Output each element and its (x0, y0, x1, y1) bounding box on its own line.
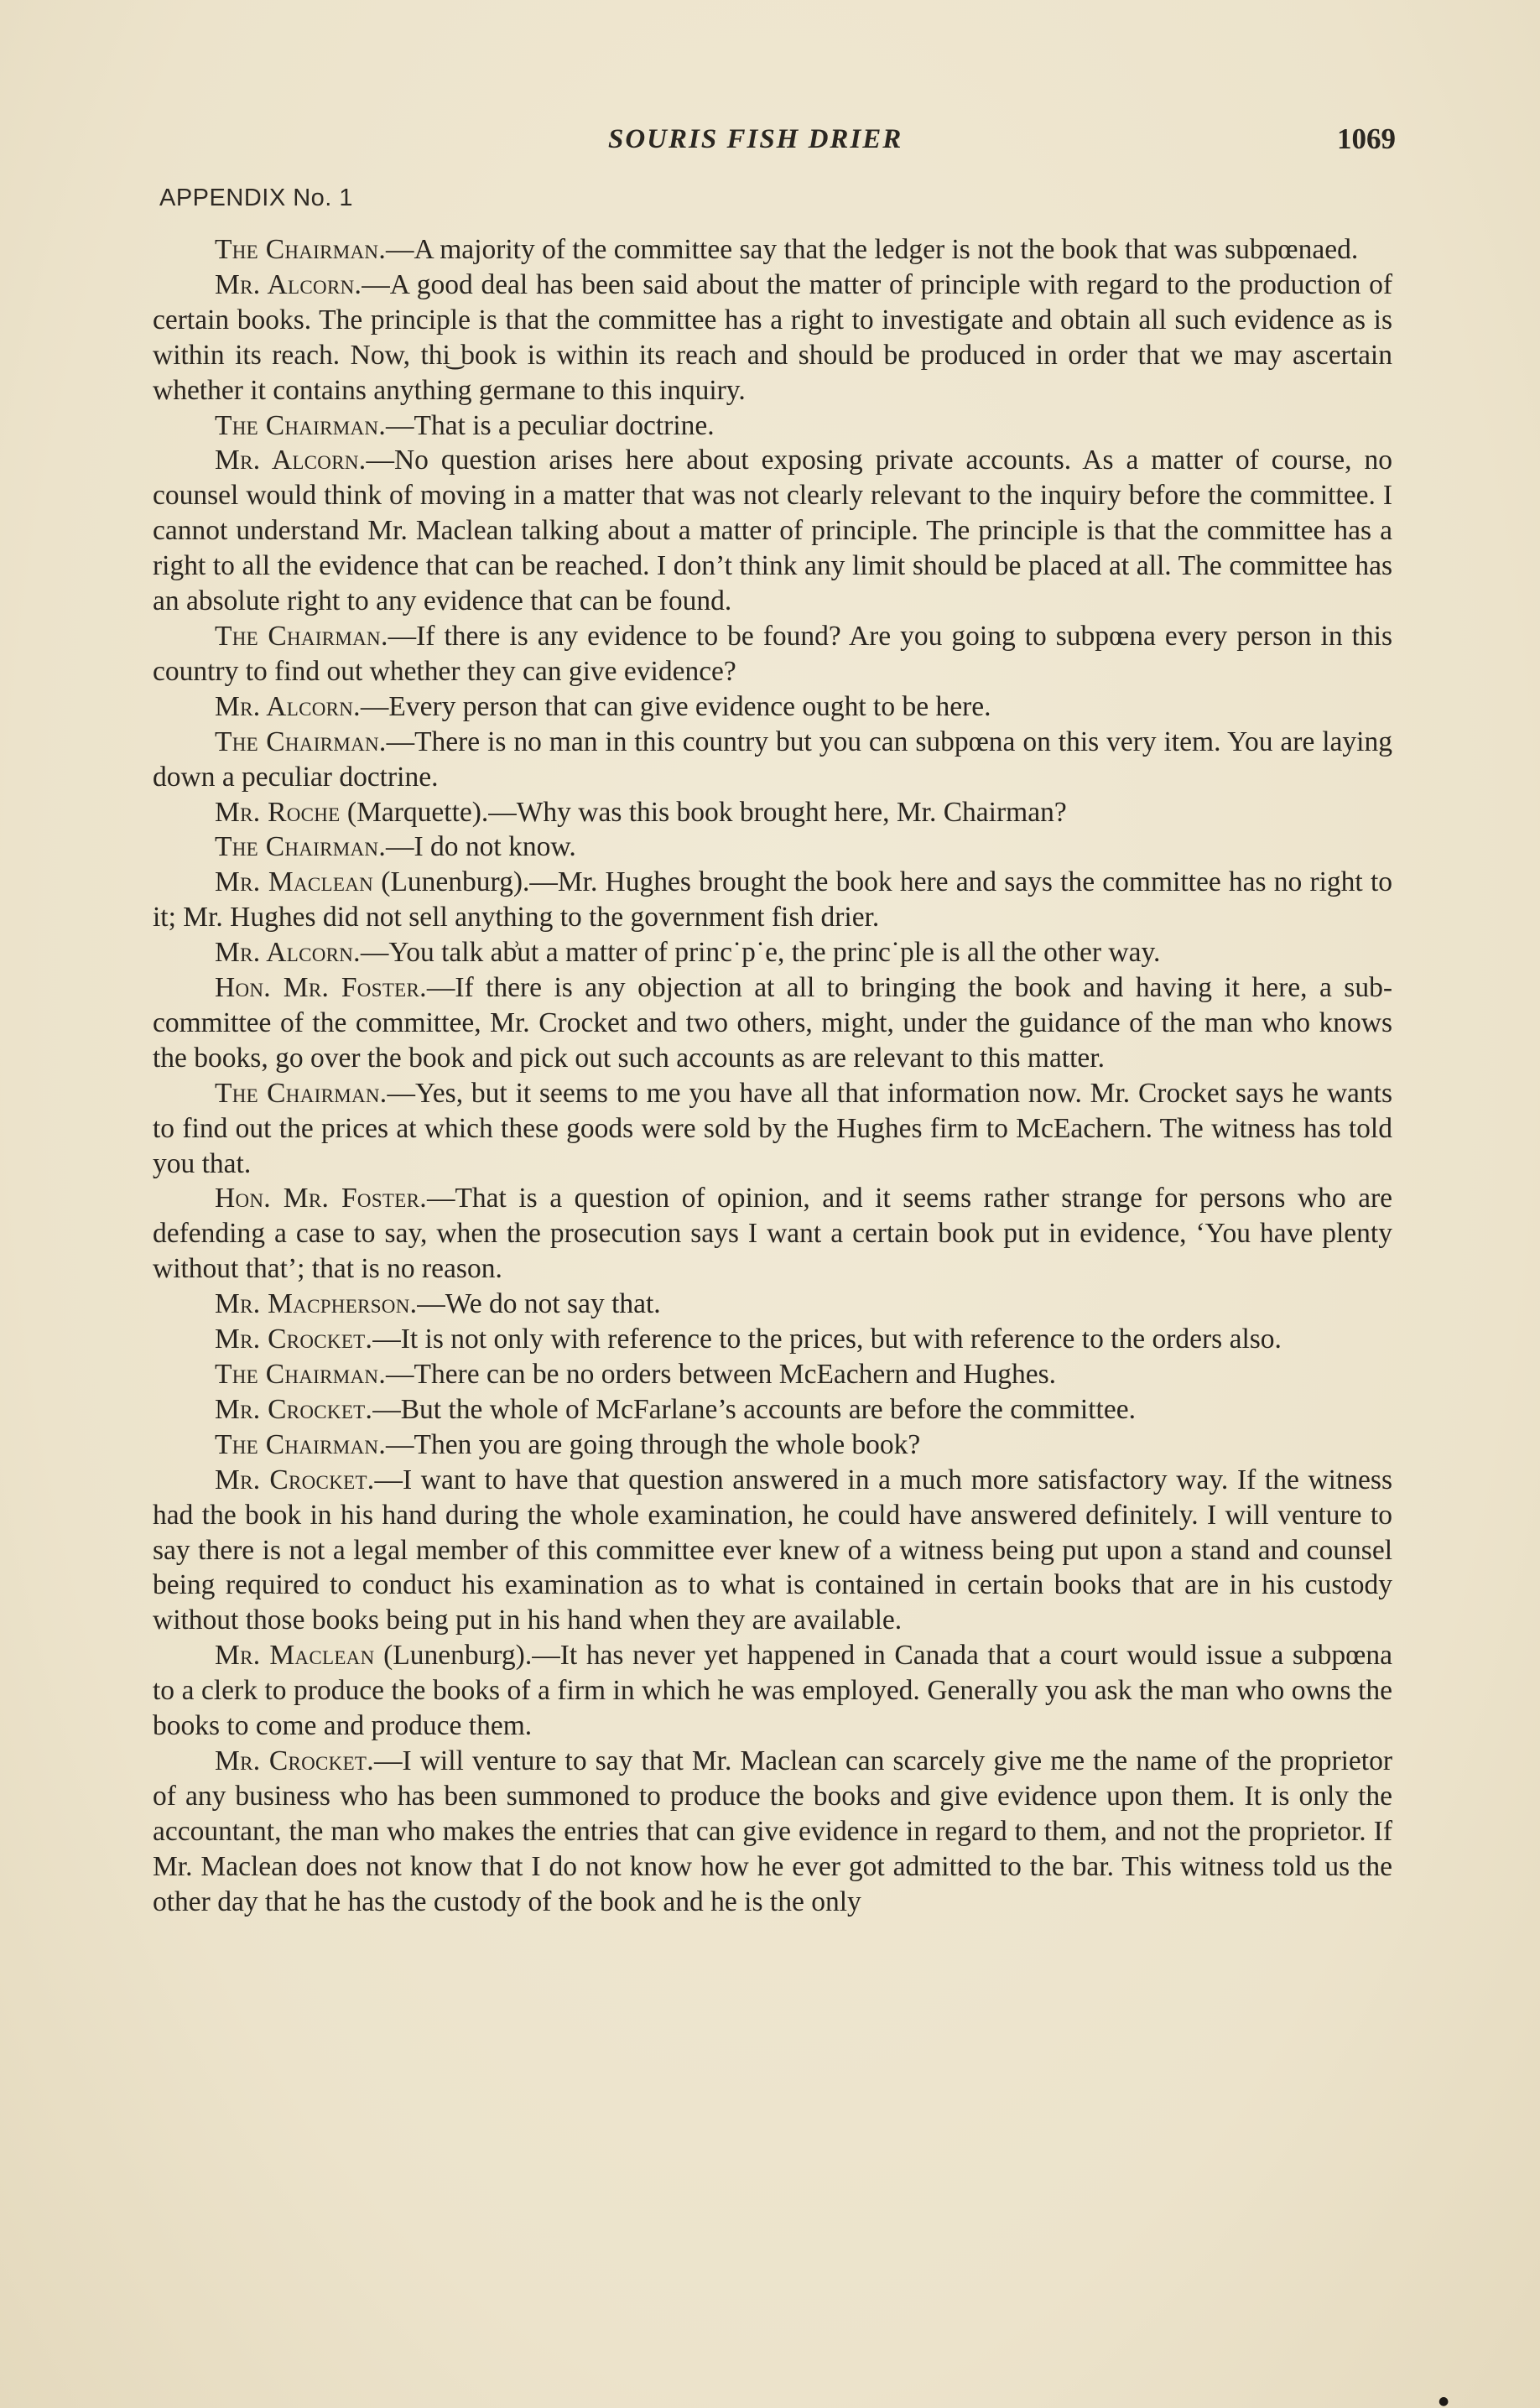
paragraph-20 (153, 1463, 1392, 1639)
paragraph-6 (153, 689, 1392, 725)
paragraph-1 (153, 232, 1392, 268)
speech-text: —That is a peculiar doctrine. (386, 409, 715, 441)
paragraph-18 (153, 1392, 1392, 1428)
speaker-name: The Chairman. (215, 1428, 387, 1460)
speaker-name: The Chairman. (215, 726, 387, 757)
speech-text: (Lunenburg).—It has never yet happened in Canada that a court would issue a subpœna to a clerk to produce the books of a firm in which he was employed. Generally you ask the man who owns the books to come and produce them. (153, 1640, 1392, 1742)
paragraph-15 (153, 1287, 1392, 1322)
speaker-name: Mr. Maclean (215, 1640, 375, 1672)
speaker-name: The Chairman. (215, 831, 387, 863)
paragraph-16 (153, 1322, 1392, 1357)
appendix-label: APPENDIX No. 1 (159, 185, 354, 211)
paragraph-14 (153, 1181, 1392, 1287)
speaker-name: Mr. Alcorn. (215, 937, 361, 969)
paragraph-13 (153, 1076, 1392, 1182)
speech-text: —If there is any objection at all to bringing the book and having it here, a sub-committee of the committee, Mr. Crocket and two others, might, under the guidance of the man who knows the books, go over the book and pick out such accounts as are relevant to this matter. (153, 972, 1392, 1074)
speech-text: —It is not only with reference to the prices, but with reference to the orders also. (372, 1324, 1282, 1355)
speech-text: —We do not say that. (417, 1288, 661, 1320)
paragraph-2 (153, 268, 1392, 408)
speaker-name: Mr. Crocket. (215, 1324, 373, 1355)
speaker-name: Mr. Maclean (215, 866, 374, 898)
speaker-name: Mr. Crocket. (215, 1393, 373, 1425)
speech-text: —Every person that can give evidence ought to be here. (360, 690, 991, 722)
speech-text: —But the whole of McFarlane’s accounts are before the committee. (372, 1393, 1136, 1425)
speech-text: (Lunenburg).—Mr. Hughes brought the book here and says the committee has no right to it; Mr. Hughes did not sell anything to the government fish drier. (153, 866, 1393, 934)
speech-text: —Then you are going through the whole book? (386, 1428, 921, 1460)
paragraph-8 (153, 795, 1392, 830)
speech-text: (Marquette).—Why was this book brought here, Mr. Chairman? (340, 796, 1067, 828)
paragraph-9 (153, 830, 1392, 865)
speech-text: —A good deal has been said about the matter of principle with regard to the production of certain books. The principle is that the committee has a right to investigate and obtain all such evidence as is within its reach. Now, thi͜ book is within its reach and should be produced in order that we may ascertain whether it contains anything germane to this inquiry. (153, 268, 1392, 406)
speaker-name: Mr. Macpherson. (215, 1288, 418, 1320)
speaker-name: The Chairman. (215, 234, 387, 265)
paragraph-17 (153, 1357, 1392, 1392)
speaker-name: Mr. Crocket. (215, 1464, 375, 1495)
speech-text: —I want to have that question answered in a much more satisfactory way. If the witness had the book in his hand during the whole examination, he could have answered definitely. I will venture to say there is not a legal member of this committee ever knew of a witness being put upon a stand and counsel being required to conduct his examination as to what is contained in certain books that are in his custody without those books being put in his hand when they are available. (153, 1464, 1392, 1636)
paragraph-5 (153, 619, 1392, 689)
speaker-name: Hon. Mr. Foster. (215, 1183, 427, 1214)
running-title: SOURIS FISH DRIER (608, 124, 903, 154)
speech-text: —There is no man in this country but you can subpœna on this very item. You are laying down a peculiar doctrine. (153, 726, 1392, 793)
transcript-body (153, 232, 1392, 1920)
speech-text: —I do not know. (386, 831, 576, 863)
speaker-name: The Chairman. (215, 1359, 387, 1390)
paragraph-10 (153, 865, 1392, 935)
speech-text: —A majority of the committee say that the ledger is not the book that was subpœnaed. (386, 234, 1359, 265)
paragraph-3 (153, 408, 1392, 444)
speaker-name: The Chairman. (215, 409, 387, 441)
speech-text: —You talk ab͗ut a matter of princ˙p˙e, the princ˙ple is all the other way. (360, 937, 1161, 969)
speaker-name: The Chairman. (215, 620, 388, 652)
speaker-name: Mr. Roche (215, 796, 341, 828)
speech-text: —There can be no orders between McEachern and Hughes. (386, 1359, 1057, 1390)
paragraph-11 (153, 935, 1392, 970)
print-speck: ● (1439, 2395, 1449, 2408)
paragraph-7 (153, 725, 1392, 795)
speech-text: —Yes, but it seems to me you have all that information now. Mr. Crocket says he wants to find out the prices at which these goods were sold by the Hughes firm to McEachern. The witness has told you that. (153, 1077, 1392, 1179)
speaker-name: Mr. Alcorn. (215, 690, 361, 722)
speech-text: —No question arises here about exposing private accounts. As a matter of course, no counsel would think of moving in a matter that was not clearly relevant to the inquiry before the committee. I cannot understand Mr. Maclean talking about a matter of principle. The principle is that the committee has a right to all the evidence that can be reached. I don’t think any limit should be placed at all. The committee has an absolute right to any evidence that can be found. (153, 445, 1392, 617)
speaker-name: Mr. Alcorn. (215, 445, 367, 476)
speaker-name: Mr. Alcorn. (215, 268, 362, 300)
page-number: 1069 (1337, 122, 1396, 155)
paragraph-4 (153, 443, 1392, 619)
paragraph-12 (153, 970, 1392, 1076)
speaker-name: Hon. Mr. Foster. (215, 972, 427, 1004)
speech-text: —I will venture to say that Mr. Maclean can scarcely give me the name of the proprietor of any business who has been summoned to produce the books and give evidence upon them. It is only the accountant, the man who makes the entries that can give evidence in regard to them, and not the proprietor. If Mr. Maclean does not know that I do not know how he ever got admitted to the bar. This witness told us the other day that he has the custody of the book and he is the only (153, 1745, 1392, 1917)
speaker-name: The Chairman. (215, 1077, 388, 1109)
paragraph-21 (153, 1638, 1392, 1744)
speaker-name: Mr. Crocket. (215, 1745, 374, 1776)
paragraph-22 (153, 1744, 1392, 1920)
speech-text: —If there is any evidence to be found? Are you going to subpœna every person in this country to find out whether they can give evidence? (153, 620, 1392, 687)
speech-text: —That is a question of opinion, and it seems rather strange for persons who are defending a case to say, when the prosecution says I want a certain book put in evidence, ‘You have plenty without that’; that is no reason. (153, 1183, 1392, 1285)
paragraph-19 (153, 1428, 1392, 1463)
